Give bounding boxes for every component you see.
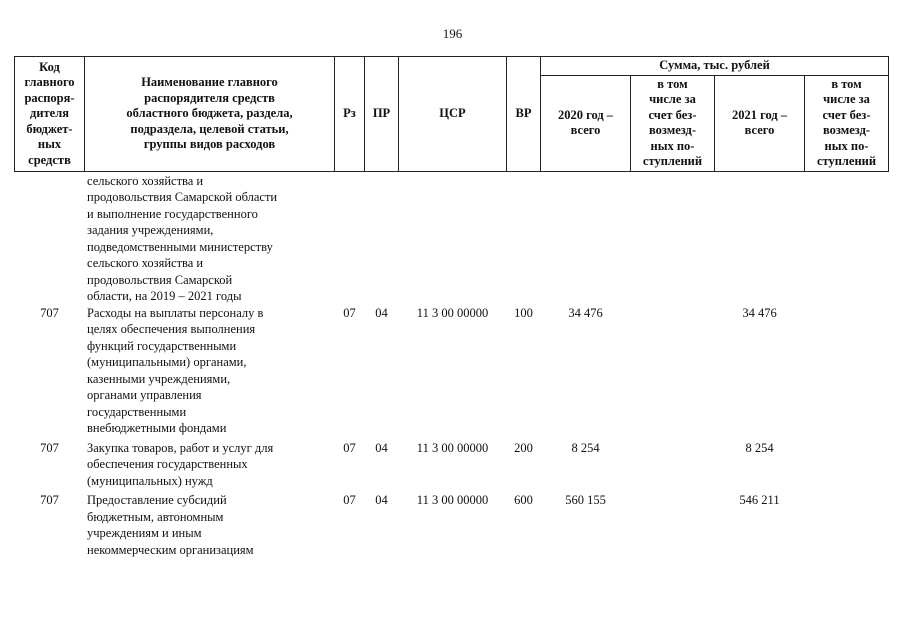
cell-code: 707 — [40, 305, 59, 320]
cell-2020-free — [631, 437, 715, 490]
header-csr: ЦСР — [399, 57, 507, 172]
table-header — [15, 57, 889, 172]
cell-2020-total: 8 254 — [571, 440, 600, 455]
budget-table — [14, 56, 889, 558]
header-pr: ПР — [365, 57, 399, 172]
cell-empty — [15, 171, 85, 305]
cell-pr: 04 — [375, 305, 388, 320]
cell-2021-free — [805, 437, 889, 490]
cell-2020-free — [631, 489, 715, 558]
header-2021-free: в том числе за счет без- возмезд- ных по- ступлений — [805, 75, 889, 171]
cell-csr: 11 3 00 00000 — [416, 493, 489, 507]
cell-2021-total: 8 254 — [745, 440, 774, 455]
cell-vr: 100 — [514, 305, 533, 320]
cell-csr: 11 3 00 00000 — [416, 305, 489, 320]
header-vr: ВР — [507, 57, 541, 172]
cell-name: Расходы на выплаты персоналу в целях обеспечения выполнения функций государственными (муниципальными) органами, казенными учреждениями, органами управления государственными внебюджетными фондами — [87, 305, 264, 435]
table-row — [15, 437, 889, 490]
header-2020-free: в том числе за счет без- возмезд- ных по- ступлений — [631, 75, 715, 171]
header-2020-total: 2020 год – всего — [541, 75, 631, 171]
cell-code: 707 — [40, 493, 59, 507]
cell-rz: 07 — [343, 440, 356, 455]
page-number: 196 — [442, 26, 463, 41]
cell-rz: 07 — [343, 493, 356, 507]
table-row — [15, 489, 889, 558]
header-sum: Сумма, тыс. рублей — [541, 57, 889, 76]
cell-name: Закупка товаров, работ и услуг для обеспечения государственных (муниципальных) нужд — [87, 440, 274, 488]
cell-2020-total: 560 155 — [565, 493, 606, 507]
cell-pr: 04 — [375, 493, 388, 507]
cell-2021-free — [805, 305, 889, 437]
header-name: Наименование главного распорядителя средств областного бюджета, раздела, подраздела, целевой статьи, группы видов расходов — [85, 57, 335, 172]
cell-pr: 04 — [375, 440, 388, 455]
header-rz: Рз — [335, 57, 365, 172]
table-row — [15, 305, 889, 437]
cell-2021-total: 34 476 — [742, 305, 777, 320]
cell-rz: 07 — [343, 305, 356, 320]
header-2021-total: 2021 год – всего — [715, 75, 805, 171]
cell-2020-free — [631, 305, 715, 437]
cell-name: Предоставление субсидий бюджетным, автономным учреждениям и иным некоммерческим организациям — [87, 493, 254, 557]
table-row-continuation — [15, 171, 889, 305]
cell-name: сельского хозяйства и продовольствия Самарской области и выполнение государственного задания учреждениями, подведомственными министерству сельского хозяйства и продовольствия Самарской области, на 2019 – 2021 годы — [87, 173, 278, 303]
header-code: Код главного распоря- дителя бюджет- ных средств — [15, 57, 85, 172]
cell-vr: 200 — [514, 440, 533, 455]
table-body — [15, 171, 889, 558]
cell-csr: 11 3 00 00000 — [416, 440, 489, 455]
cell-2020-total: 34 476 — [568, 305, 603, 320]
cell-2021-total: 546 211 — [739, 493, 780, 507]
cell-vr: 600 — [514, 493, 533, 507]
cell-2021-free — [805, 489, 889, 558]
cell-code: 707 — [40, 440, 59, 455]
